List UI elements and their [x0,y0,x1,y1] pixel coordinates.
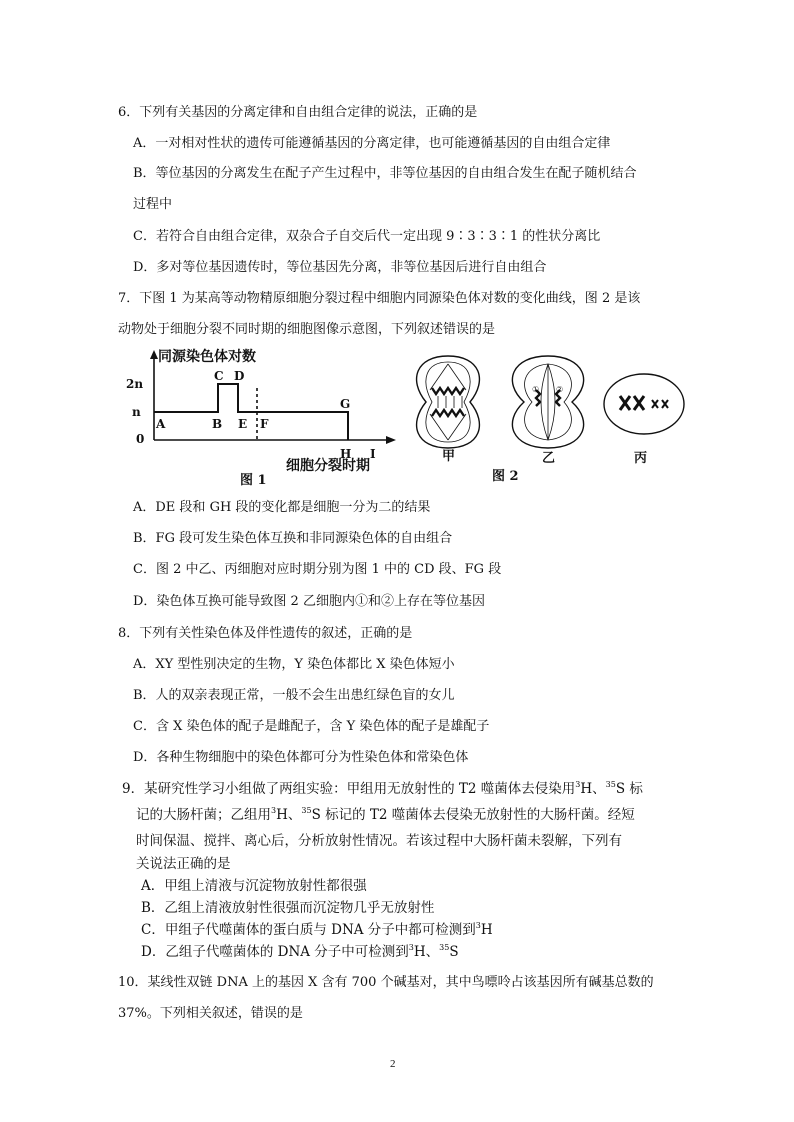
q9-stem-line3: 时间保温、搅拌、离心后，分析放射性情况。若该过程中大肠杆菌未裂解，下列有 [136,833,622,849]
q7-option-a: A．DE 段和 GH 段的变化都是细胞一分为二的结果 [133,500,431,515]
q8-option-c: C．含 X 染色体的配子是雌配子，含 Y 染色体的配子是雄配子 [133,719,490,734]
point-b: B [212,417,223,431]
q8-option-a: A．XY 型性别决定的生物，Y 染色体都比 X 染色体短小 [133,657,455,672]
mark-2: ② [556,385,564,394]
label-bing: 丙 [634,451,648,466]
q9-option-d: D．乙组子代噬菌体的 DNA 分子中可检测到$^3$H、$^{35}$S [141,943,459,960]
q7-option-c: C．图 2 中乙、丙细胞对应时期分别为图 1 中的 CD 段、FG 段 [133,562,502,577]
q6-option-a: A．一对相对性状的遗传可能遵循基因的分离定律，也可能遵循基因的自由组合定律 [133,136,611,151]
tick-2n: 2n [126,377,144,391]
q9-option-a: A．甲组上清液与沉淀物放射性都很强 [141,878,367,894]
q8-option-d: D．各种生物细胞中的染色体都可分为性染色体和常染色体 [133,750,469,765]
q7-option-d: D．染色体互换可能导致图 2 乙细胞内①和②上存在等位基因 [133,594,485,609]
q7-stem-line1: 7．下图 1 为某高等动物精原细胞分裂过程中细胞内同源染色体对数的变化曲线，图 2 是该 [118,291,641,306]
q8-stem: 8．下列有关性染色体及伴性遗传的叙述，正确的是 [118,626,413,641]
q7-option-b: B．FG 段可发生染色体互换和非同源染色体的自由组合 [133,531,453,546]
figure-1-caption: 图 1 [240,473,267,488]
point-f: F [260,417,269,431]
q6-option-d: D．多对等位基因遗传时，等位基因先分离，非等位基因后进行自由组合 [133,260,547,275]
label-jia: 甲 [442,449,456,464]
q9-stem-line1: 9．某研究性学习小组做了两组实验：甲组用无放射性的 T2 噬菌体去侵染用$^3$H、$^{35}$S 标 [122,780,643,797]
q6-stem: 6．下列有关基因的分离定律和自由组合定律的说法，正确的是 [118,105,478,120]
q6-option-b-cont: 过程中 [133,197,173,212]
point-a: A [156,417,166,431]
tick-n: n [132,405,141,419]
point-g: G [340,397,351,411]
q8-option-b: B．人的双亲表现正常，一般不会生出患红绿色盲的女儿 [133,688,455,703]
x-axis-label: 细胞分裂时期 [286,458,370,474]
q9-stem-line2: 记的大肠杆菌；乙组用$^3$H、$^{35}$S 标记的 T2 噬菌体去侵染无放射性的大肠杆菌。经短 [136,806,635,823]
label-yi: 乙 [542,451,556,466]
point-d: D [234,369,245,383]
q10-stem-line2: 37%。下列相关叙述，错误的是 [118,1006,303,1021]
q6-option-c: C．若符合自由组合定律，双杂合子自交后代一定出现 9∶3∶3∶1 的性状分离比 [133,229,601,244]
cell-bing [604,374,684,434]
q7-stem-line2: 动物处于细胞分裂不同时期的细胞图像示意图，下列叙述错误的是 [118,322,496,337]
point-e: E [238,417,248,431]
q9-option-b: B．乙组上清液放射性很强而沉淀物几乎无放射性 [141,900,435,916]
q10-stem-line1: 10．某线性双链 DNA 上的基因 X 含有 700 个碱基对，其中鸟嘌呤占该基因所有碱基总数的 [118,975,654,990]
q9-stem-line4: 关说法正确的是 [136,856,231,872]
figure-1-graph [120,348,410,490]
q9-option-c: C．甲组子代噬菌体的蛋白质与 DNA 分子中都可检测到$^3$H [141,921,493,938]
point-i: I [370,447,376,461]
figure-2-cells [408,352,698,487]
figure-2-caption: 图 2 [492,469,519,484]
q6-option-b: B．等位基因的分离发生在配子产生过程中，非等位基因的自由组合发生在配子随机结合 [133,166,637,181]
tick-0: 0 [136,432,145,446]
point-c: C [214,369,224,383]
page-number: 2 [390,1058,396,1070]
mark-1: ① [532,385,540,394]
y-axis-label: 同源染色体对数 [158,349,256,365]
point-h: H [340,447,352,461]
cell-jia [417,356,480,448]
